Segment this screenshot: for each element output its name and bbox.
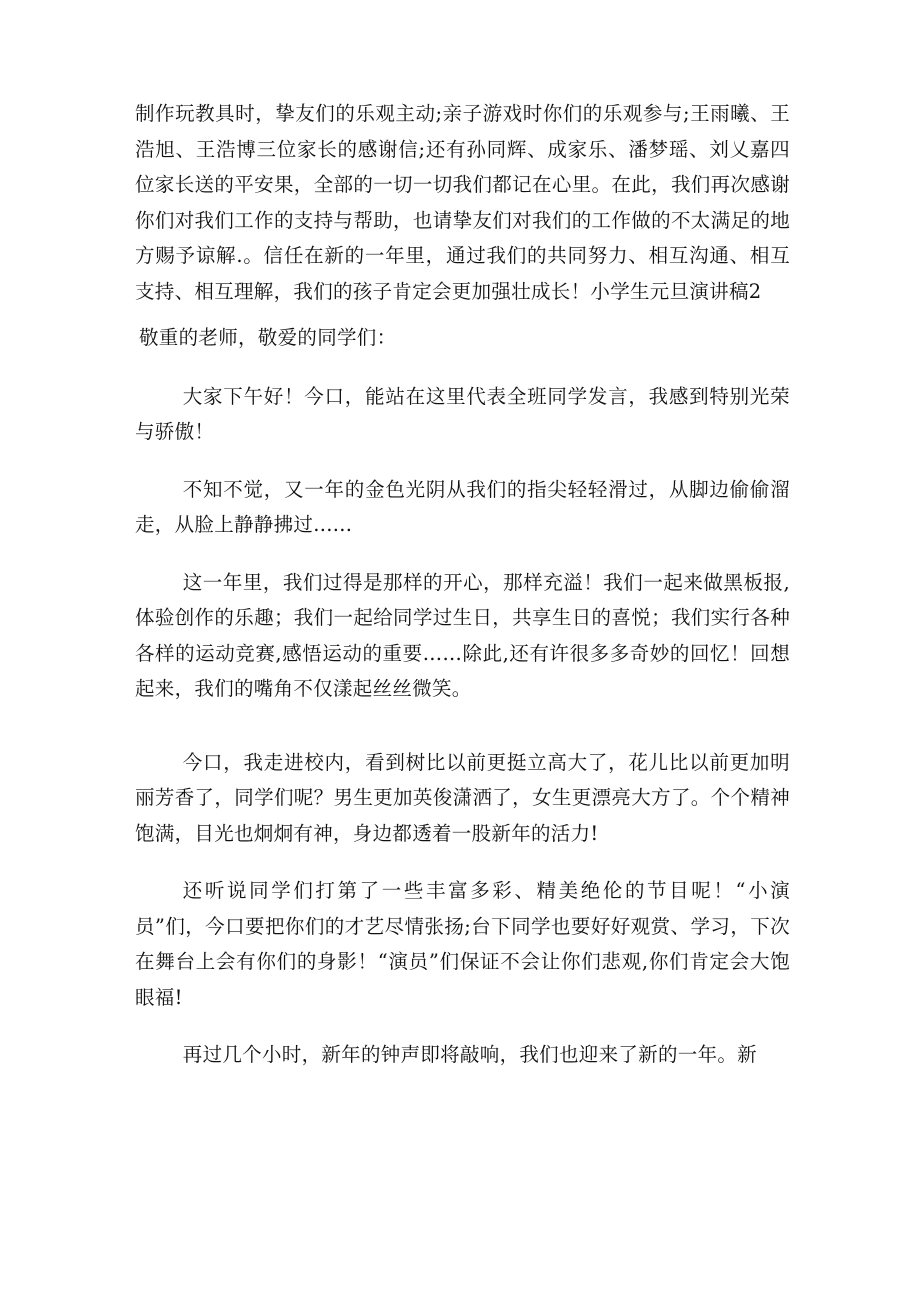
document-body [135,96,790,1095]
paragraph-performances: 还听说同学们打第了一些丰富多彩、精美绝伦的节目呢！“小演员”们，今口要把你们的才艺尽情张扬;台下同学也要好好观赏、学习，下次在舞台上会有你们的身影！“演员”们保证不会让你们悲观,你们肯定会大饱眼福! [135,879,790,1009]
paragraph-intro-continuation: 制作玩教具时，挚友们的乐观主动;亲子游戏时你们的乐观参与;王雨曦、王浩旭、王浩博三位家长的感谢信;还有孙同辉、成家乐、潘梦瑶、刘乂嘉四位家长送的平安果，全部的一切一切我们都记在心里。在此，我们再次感谢你们对我们工作的支持与帮助，也请挚友们对我们的工作做的不太满足的地方赐予谅解.。信任在新的一年里，通过我们的共同努力、相互沟通、相互支持、相互理解，我们的孩子肯定会更加强壮成长！小学生元旦演讲稿2 [135,102,790,303]
paragraph-campus: 今口，我走进校内，看到树比以前更挺立高大了，花儿比以前更加明丽芳香了，同学们呢？男生更加英俊潇洒了，女生更漂亮大方了。个个精神饱满，目光也炯炯有神，身边都透着一股新年的活力! [135,750,790,845]
paragraph-new-year: 再过几个小时，新年的钟声即将敲响，我们也迎来了新的一年。新 [182,1043,757,1066]
paragraph-time-passing: 不知不觉，又一年的金色光阴从我们的指尖轻轻滑过，从脚边偷偷溜走，从脸上静静拂过...... [135,477,790,536]
paragraph-greeting: 大家下午好！今口，能站在这里代表全班同学发言，我感到特别光荣与骄傲！ [135,384,790,443]
paragraph-salutation: 敬重的老师，敬爱的同学们： [139,326,397,349]
paragraph-year-review: 这一年里，我们过得是那样的开心，那样充溢！我们一起来做黑板报,体验创作的乐趣；我们一起给同学过生日，共享生日的喜悦；我们实行各种各样的运动竞赛,感悟运动的重要……除此,还有许很多多奇妙的回忆！回想起来，我们的嘴角不仅漾起丝丝微笑。 [135,570,790,700]
